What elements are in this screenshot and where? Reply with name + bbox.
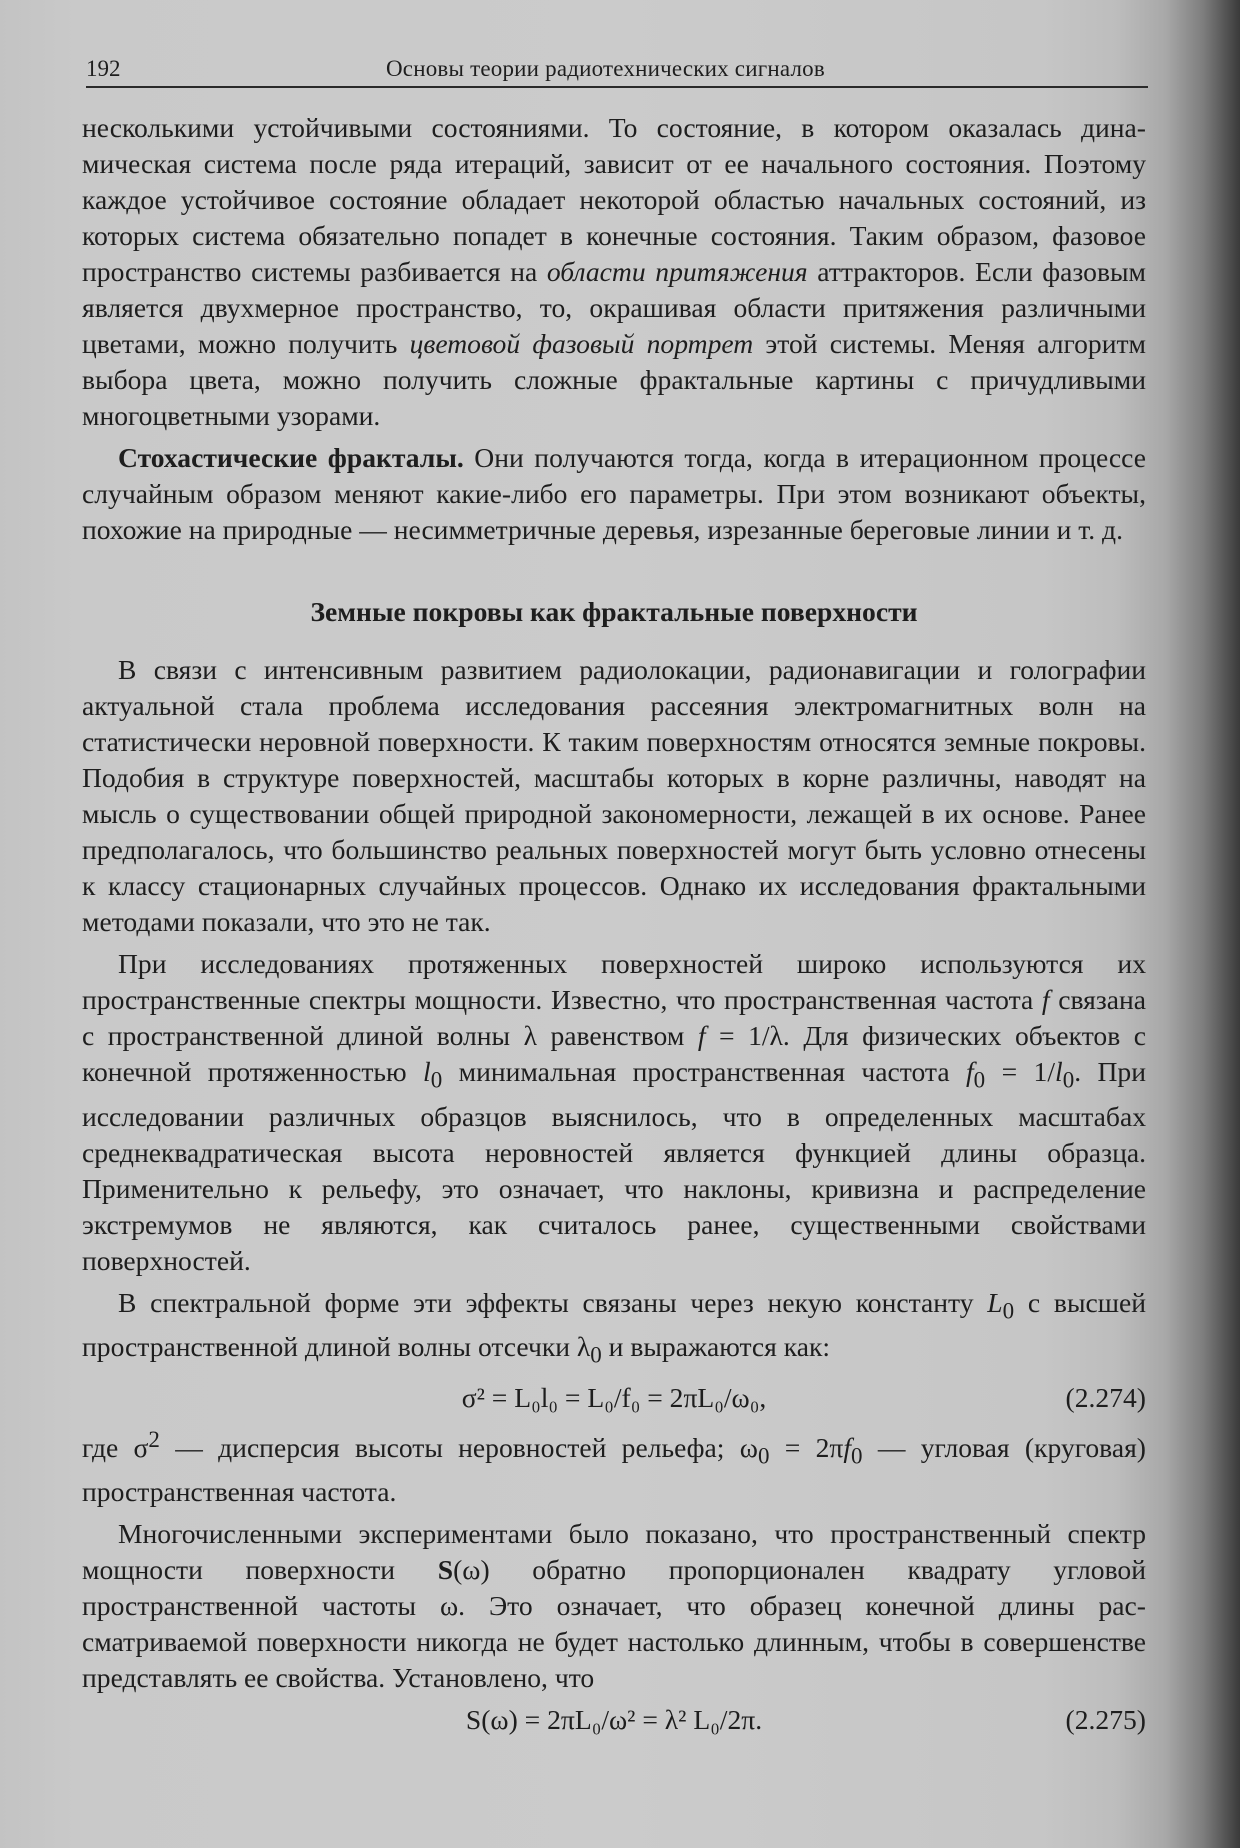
term-attraction-areas: области притяжения bbox=[546, 256, 808, 287]
page-header bbox=[86, 56, 1148, 88]
equation-number: (2.275) bbox=[1065, 1704, 1146, 1736]
paragraph-attractors: несколькими устойчивыми состояниями. То состояние, в котором оказалась динамическая система после ряда итераций, зависит от ее начального состояния. Поэтому каждое устойчивое состояние обладает некоторой областью начальных состояний, из которых система обязательно попадет в конечные состояния. Таким образом, фазовое пространство системы разбивается на области притяжения аттракторов. Если фазовым является двухмерное пространство, то, окрашивая области притяжения различными цветами, можно получить цветовой фазовый портрет этой системы. Меняя алгоритм выбора цвета, можно получить сложные фрактальные картины с причудливыми многоцветными узорами. bbox=[82, 112, 1146, 431]
paragraph-power-spectrum: Многочисленными экспериментами было показано, что пространственный спектр мощности поверхности S(ω) обратно пропорционален квадрату угловой пространственной частоты ω. Это означает, что образец конечной длины рассматриваемой поверхности никогда не будет настолько длинным, чтобы в совершенстве представлять ее свойства. Установлено, что bbox=[82, 1518, 1146, 1694]
running-title: Основы теории радиотехнических сигналов bbox=[386, 56, 825, 81]
paragraph-spectral-form: В спектральной форме эти эффекты связаны через некую константу $L_0$ с высшей пространственной длиной волны отсечки $\lambda_0$ и выражаются как: bbox=[82, 1286, 1146, 1368]
equation-number: (2.274) bbox=[1065, 1381, 1146, 1413]
equation-text: σ² = L₀l₀ = L₀/f₀ = 2πL₀/ω₀, bbox=[461, 1381, 767, 1413]
paragraph-dispersion: где $\sigma^2$ — дисперсия высоты неровностей рельефа; $\omega_0 = 2\pi f_0$ — угловая (круговая) пространственная частота. bbox=[82, 1426, 1146, 1508]
page-body bbox=[82, 110, 1146, 1744]
equation-2-274 bbox=[82, 1376, 1146, 1420]
section-title: Земные покровы как фрактальные поверхности bbox=[310, 596, 918, 627]
page-number: 192 bbox=[86, 56, 121, 81]
paragraph-spatial-spectra: При исследованиях протяженных поверхностей широко используются их пространственные спектры мощности. Известно, что пространственная частота f связана с пространственной длиной волны λ равенством f = 1/λ. Для физических объектов с конечной протяженностью $l_0$ минимальная пространственная частота $f_0 = 1/l_0$. При исследовании различных образцов выяснилось, что в определенных масштабах среднеквадратическая высота неровностей является функцией длины образца. Применительно к рельефу, это означает, что наклоны, кривизна и распределение экстремумов не являются, как считалось ранее, существенными свойствами поверхностей. bbox=[82, 948, 1146, 1276]
equation-2-275 bbox=[82, 1698, 1146, 1742]
term-stochastic-fractals: Стохастические фракталы. bbox=[118, 442, 464, 473]
equation-text: S(ω) = 2πL₀/ω² = λ² L₀/2π. bbox=[465, 1704, 763, 1736]
paragraph-stochastic-fractals: Стохастические фракталы. Они получаются тогда, когда в итерационном процессе случайным образом меняют какие-либо его параметры. При этом возникают объекты, похожие на природные — несимметричные деревья, изрезанные береговые линии и т. д. bbox=[82, 442, 1147, 545]
term-color-phase-portrait: цветовой фазовый портрет bbox=[409, 328, 754, 359]
paragraph-radiolocation: В связи с интенсивным развитием радиолокации, радионавигации и голографии актуальной стала проблема исследования рассеяния электромагнитных волн на статистически неровной поверхности. К таким поверхностям относятся земные покровы. Подобия в структуре поверхностей, масштабы которых в корне различны, наводят на мысль о существовании общей природной закономерности, лежащей в их основе. Ранее предполагалось, что большинство реальных поверхностей могут быть условно отнесены к классу стационарных случайных процессов. Однако их исследования фрактальными методами показали, что это не так. bbox=[82, 654, 1146, 937]
